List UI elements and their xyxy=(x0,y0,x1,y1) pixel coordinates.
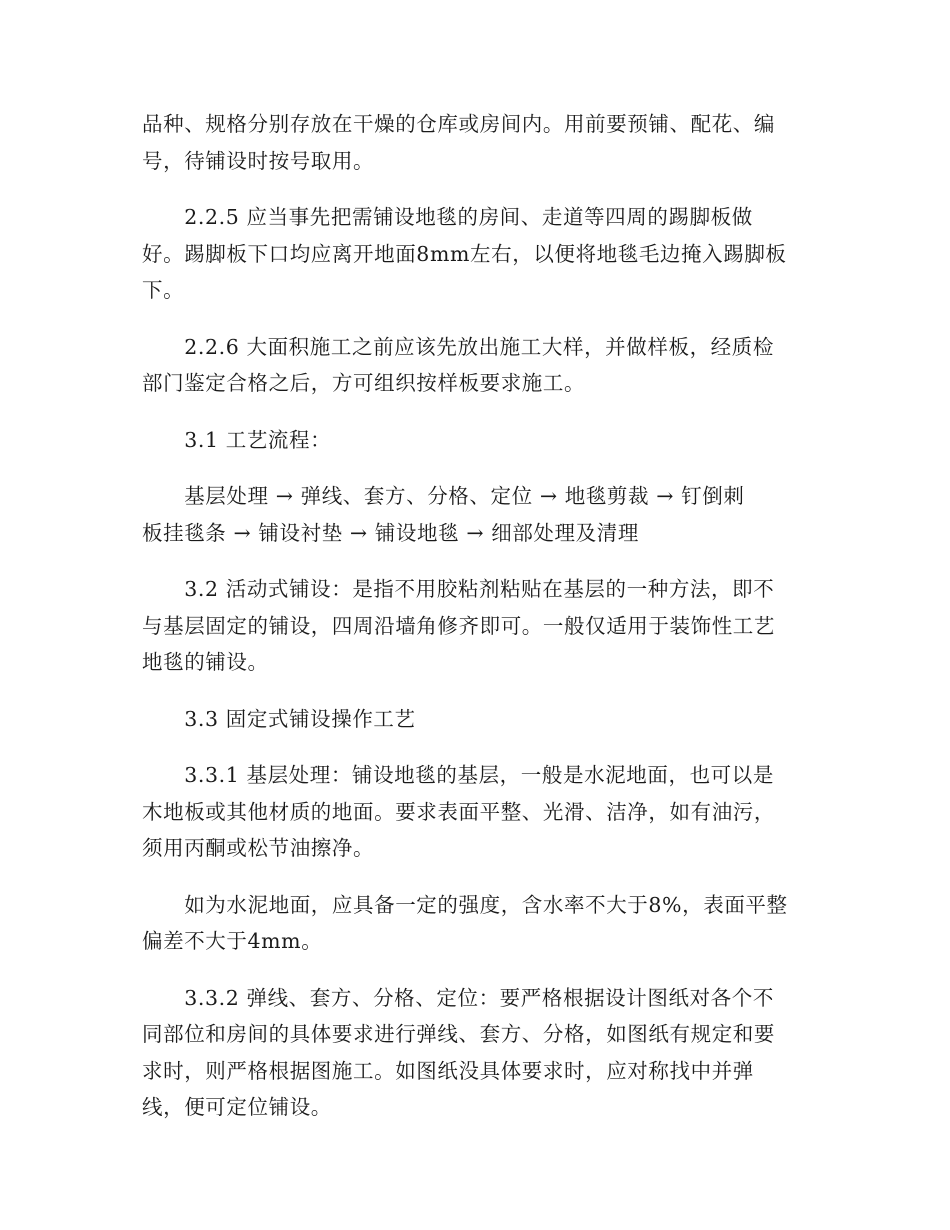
document-body xyxy=(142,106,810,1146)
text-line: 与基层固定的铺设，四周沿墙角修齐即可。一般仅适用于装饰性工艺 xyxy=(142,613,775,638)
paragraph-storage xyxy=(142,106,810,179)
text-line: 板挂毯条 → 铺设衬垫 → 铺设地毯 → 细部处理及清理 xyxy=(142,520,639,545)
paragraph-2-2-5 xyxy=(142,199,810,309)
text-line: 3.3.2 弹线、套方、分格、定位：要严格根据设计图纸对各个不 xyxy=(142,985,774,1010)
text-line: 品种、规格分别存放在干燥的仓库或房间内。用前要预铺、配花、编 xyxy=(142,112,775,136)
text-line: 同部位和房间的具体要求进行弹线、套方、分格，如图纸有规定和要 xyxy=(142,1022,775,1046)
text-line: 偏差不大于4mm。 xyxy=(142,929,323,953)
paragraph-cement-floor xyxy=(142,887,810,960)
text-line: 3.2 活动式铺设：是指不用胶粘剂粘贴在基层的一种方法，即不 xyxy=(142,577,775,601)
text-line: 部门鉴定合格之后，方可组织按样板要求施工。 xyxy=(142,371,586,395)
text-line: 须用丙酮或松节油擦净。 xyxy=(142,836,375,860)
text-line: 好。踢脚板下口均应离开地面8mm左右，以便将地毯毛边掩入踢脚板 xyxy=(142,241,787,266)
paragraph-process-flow xyxy=(142,478,810,551)
text-line: 木地板或其他材质的地面。要求表面平整、光滑、洁净，如有油污， xyxy=(142,799,775,824)
text-line: 地毯的铺设。 xyxy=(142,650,269,674)
text-line: 3.3 固定式铺设操作工艺 xyxy=(142,706,416,731)
text-line: 2.2.5 应当事先把需铺设地毯的房间、走道等四周的踢脚板做 xyxy=(142,205,753,229)
text-line: 号，待铺设时按号取用。 xyxy=(142,148,375,173)
heading-3-3 xyxy=(142,701,810,738)
text-line: 线，便可定位铺设。 xyxy=(142,1095,332,1119)
text-line: 3.1 工艺流程： xyxy=(142,427,332,452)
paragraph-3-3-1 xyxy=(142,757,810,867)
paragraph-2-2-6 xyxy=(142,329,810,402)
paragraph-3-2 xyxy=(142,571,810,681)
text-line: 如为水泥地面，应具备一定的强度，含水率不大于8%，表面平整 xyxy=(142,892,788,917)
heading-3-1 xyxy=(142,422,810,459)
text-line: 下。 xyxy=(142,278,185,302)
text-line: 求时，则严格根据图施工。如图纸没具体要求时，应对称找中并弹 xyxy=(142,1058,754,1083)
paragraph-3-3-2 xyxy=(142,980,810,1126)
text-line: 基层处理 → 弹线、套方、分格、定位 → 地毯剪裁 → 钉倒刺 xyxy=(142,484,745,508)
text-line: 2.2.6 大面积施工之前应该先放出施工大样，并做样板，经质检 xyxy=(142,334,774,359)
text-line: 3.3.1 基层处理：铺设地毯的基层，一般是水泥地面，也可以是 xyxy=(142,763,774,787)
